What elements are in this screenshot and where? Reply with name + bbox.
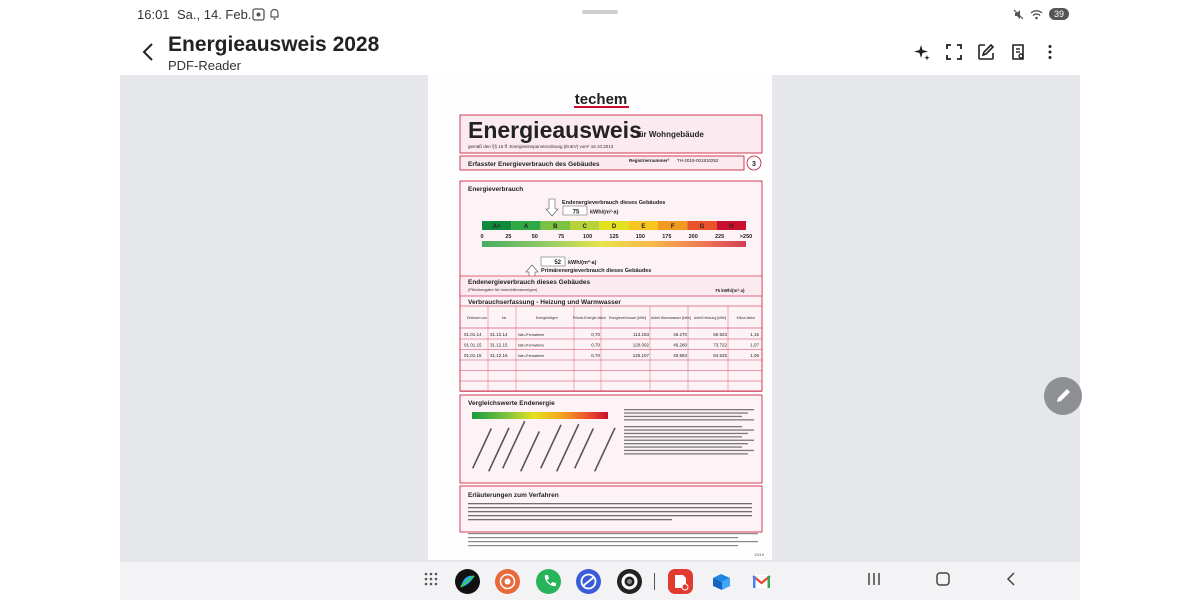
office-app[interactable] [709, 569, 734, 594]
edit-icon [977, 43, 995, 61]
files-icon [455, 569, 480, 594]
regulation-text: gemäß den §§ 16 ff. Energieeinsparverordnung (EnEV) vom¹ 16.10.2013 [468, 144, 614, 149]
primary-energy-value: 52 [554, 260, 561, 266]
explanation-text-line [468, 507, 752, 508]
primary-energy-value-box [541, 257, 565, 266]
footnotes [468, 533, 758, 546]
status-bar [0, 0, 1200, 30]
table-header-cell: Zeitraum von [466, 316, 488, 320]
status-date: Sa., 14. Feb. [177, 7, 252, 22]
explanation-text-line [468, 503, 752, 504]
scale-class-label: C [582, 224, 587, 230]
footnote-text-line [468, 541, 758, 542]
scale-tick-label: 0 [480, 234, 484, 240]
document-heading: Energieausweis [468, 117, 642, 143]
scale-tick-label: 150 [635, 234, 645, 240]
table-cell: 31.12.14 [490, 332, 508, 337]
gmail-icon [749, 569, 774, 594]
notification-icon [269, 8, 280, 21]
scale-tick-label: 50 [531, 234, 538, 240]
table-cell: 1,07 [750, 342, 759, 348]
comparison-text-line [624, 440, 754, 441]
scale-tick-label: 175 [662, 234, 672, 240]
app-name: PDF-Reader [168, 58, 241, 73]
table-cell: Nah-/Fernwärme [518, 343, 545, 348]
status-time: 16:01 [137, 7, 170, 22]
nav-back-button[interactable] [1004, 571, 1018, 592]
comparison-text-line [624, 433, 748, 434]
scale-tick-label: 225 [715, 234, 725, 240]
table-header-cell: Energieträger³ [535, 316, 559, 320]
final-energy-box-note: (Pflichtangabe für Immobilienanzeigen) [468, 287, 538, 292]
footnote-text-line [468, 537, 738, 538]
footnote-text-line [468, 533, 758, 534]
table-cell: 01.01.15 [464, 342, 482, 348]
table-cell: 1,15 [750, 332, 759, 337]
browser-icon [576, 569, 601, 594]
comparison-text-line [624, 429, 754, 430]
table-header-cell: Primär-Energie-faktor [572, 316, 607, 320]
more-options-button[interactable] [1040, 42, 1060, 62]
page-number: 3 [752, 161, 756, 168]
table-cell: 46.280 [673, 342, 687, 348]
scale-tick-label: 200 [688, 234, 698, 240]
comparison-text-line [624, 419, 754, 420]
energy-scale-classes [482, 221, 746, 230]
comparison-scale [472, 412, 608, 419]
files-app[interactable] [455, 569, 480, 594]
scale-tick-label: 100 [583, 234, 593, 240]
final-energy-box-value: 75 kWh/(m²·a) [715, 288, 745, 293]
table-cell: 0,70 [591, 332, 600, 337]
table-cell: 0,70 [591, 353, 600, 358]
comparison-text-line [624, 409, 754, 410]
table-header-cell: Anteil Warmwasser [kWh] [651, 316, 691, 320]
gmail-app[interactable] [749, 569, 774, 594]
phone-icon [536, 569, 561, 594]
comparison-text-line [624, 446, 742, 447]
registration-number: TH-2018-001810252 [677, 158, 719, 163]
ai-sparkle-icon [913, 43, 931, 61]
back-arrow-icon [138, 40, 160, 64]
home-icon [935, 571, 951, 587]
battery-badge: 39 [1049, 8, 1069, 20]
scale-class-label: A+ [492, 224, 501, 230]
fullscreen-button[interactable] [944, 42, 964, 62]
scale-tick-label: >250 [739, 234, 753, 240]
comparison-text-line [624, 416, 742, 417]
scale-class-label: B [553, 224, 558, 230]
app-drawer-button[interactable] [424, 571, 438, 592]
final-energy-value: 75 [572, 209, 580, 216]
mute-icon [1013, 9, 1024, 20]
comparison-title: Vergleichswerte Endenergie [468, 400, 555, 407]
table-cell: 46.270 [673, 332, 687, 337]
scan-document-button[interactable] [1008, 42, 1028, 62]
table-cell: 31.12.16 [490, 353, 508, 358]
explanation-text-line [468, 515, 752, 516]
nav-back-icon [1004, 571, 1018, 587]
comparison-text-line [624, 436, 742, 437]
table-cell: 01.01.14 [464, 332, 482, 337]
final-energy-box-title: Endenergieverbrauch dieses Gebäudes [468, 279, 591, 286]
table-cell: 120.002 [632, 342, 649, 348]
table-cell: 66.923 [713, 332, 727, 337]
table-cell: 84.525 [713, 353, 727, 358]
more-options-icon [1041, 43, 1059, 61]
screenshot-icon [252, 8, 265, 21]
scale-class-label: G [699, 224, 705, 230]
navigation-bar [120, 562, 1080, 600]
recent-apps-button[interactable] [867, 571, 881, 592]
comparison-text-line [624, 426, 742, 427]
app-grid-icon [424, 571, 438, 587]
heading-suffix: für Wohngebäude [636, 130, 704, 139]
floating-edit-button[interactable] [1044, 377, 1082, 415]
pdf-page[interactable] [428, 75, 772, 560]
table-header-cell: bis [501, 316, 507, 320]
primary-energy-unit: kWh/(m²·a) [568, 260, 597, 266]
table-cell: 0,70 [591, 342, 600, 348]
table-header-cell: Energieverbrauch [kWh] [608, 316, 647, 320]
table-cell: 01.01.16 [464, 353, 482, 358]
phone-app[interactable] [536, 569, 561, 594]
scale-class-label: H [729, 224, 734, 230]
final-energy-label: Endenergieverbrauch dieses Gebäudes [562, 200, 666, 206]
app-bar [0, 30, 1200, 75]
back-button[interactable] [138, 40, 160, 64]
pdf-viewer[interactable] [120, 75, 1080, 562]
registration-label: Registriernummer² [629, 158, 670, 163]
recent-apps-icon [867, 571, 881, 587]
document-title: Energieausweis 2028 [168, 33, 380, 56]
scale-class-label: D [611, 224, 617, 230]
comparison-box [460, 395, 762, 483]
pencil-icon [1054, 387, 1072, 405]
browser-app[interactable] [576, 569, 601, 594]
scale-tick-label: 25 [505, 234, 512, 240]
comparison-text-line [624, 412, 748, 413]
edit-button[interactable] [976, 42, 996, 62]
home-button[interactable] [935, 571, 951, 592]
pdf-app[interactable] [668, 569, 693, 594]
comparison-text-line [624, 453, 748, 454]
consumption-title: Energieverbrauch [468, 186, 524, 193]
table-cell: 125.107 [632, 353, 649, 358]
primary-energy-label: Primärenergieverbrauch dieses Gebäudes [541, 268, 652, 274]
footnote-text-line [468, 545, 738, 546]
drag-handle[interactable] [582, 10, 618, 14]
music-app[interactable] [495, 569, 520, 594]
brand-logo: techem [574, 91, 628, 108]
table-header-cell: Klima-faktor [736, 316, 756, 320]
explanation-text-line [468, 511, 752, 512]
table-header-cell: Anteil Heizung [kWh] [693, 316, 727, 320]
office-icon [709, 569, 734, 594]
camera-app[interactable] [617, 569, 642, 594]
final-energy-unit: kWh/(m²·a) [590, 209, 619, 216]
table-cell: 31.12.15 [490, 342, 508, 348]
pdf-icon [668, 569, 693, 594]
dock-separator [654, 573, 655, 590]
music-icon [495, 569, 520, 594]
table-cell: 113.193 [633, 332, 649, 337]
comparison-text-line [624, 443, 748, 444]
camera-icon [617, 569, 642, 594]
energy-certificate-page [428, 75, 772, 560]
table-cell: 73.722 [713, 342, 727, 348]
table-cell: 40.583 [673, 353, 687, 358]
explanation-title: Erläuterungen zum Verfahren [468, 492, 559, 499]
scan-document-icon [1009, 43, 1027, 61]
comparison-text-line [624, 450, 754, 451]
wifi-icon [1030, 9, 1043, 20]
scale-tick-label: 125 [609, 234, 619, 240]
page-counter: 13/15 [753, 552, 764, 557]
table-cell: Nah-/Fernwärme [518, 333, 545, 337]
scale-class-label: F [670, 224, 675, 230]
fullscreen-icon [945, 43, 963, 61]
scale-tick-label: 75 [558, 234, 565, 240]
ai-sparkle-button[interactable] [912, 42, 932, 62]
energy-scale-lower-band [482, 241, 746, 247]
table-cell: Nah-/Fernwärme [518, 354, 545, 358]
section-header: Erfasster Energieverbrauch des Gebäudes [468, 161, 600, 168]
table-cell: 1,06 [750, 353, 759, 358]
explanation-text-line [468, 519, 672, 520]
scale-class-label: E [641, 224, 646, 230]
scale-class-label: A [523, 224, 529, 230]
recording-title: Verbrauchserfassung - Heizung und Warmwasser [468, 299, 621, 306]
